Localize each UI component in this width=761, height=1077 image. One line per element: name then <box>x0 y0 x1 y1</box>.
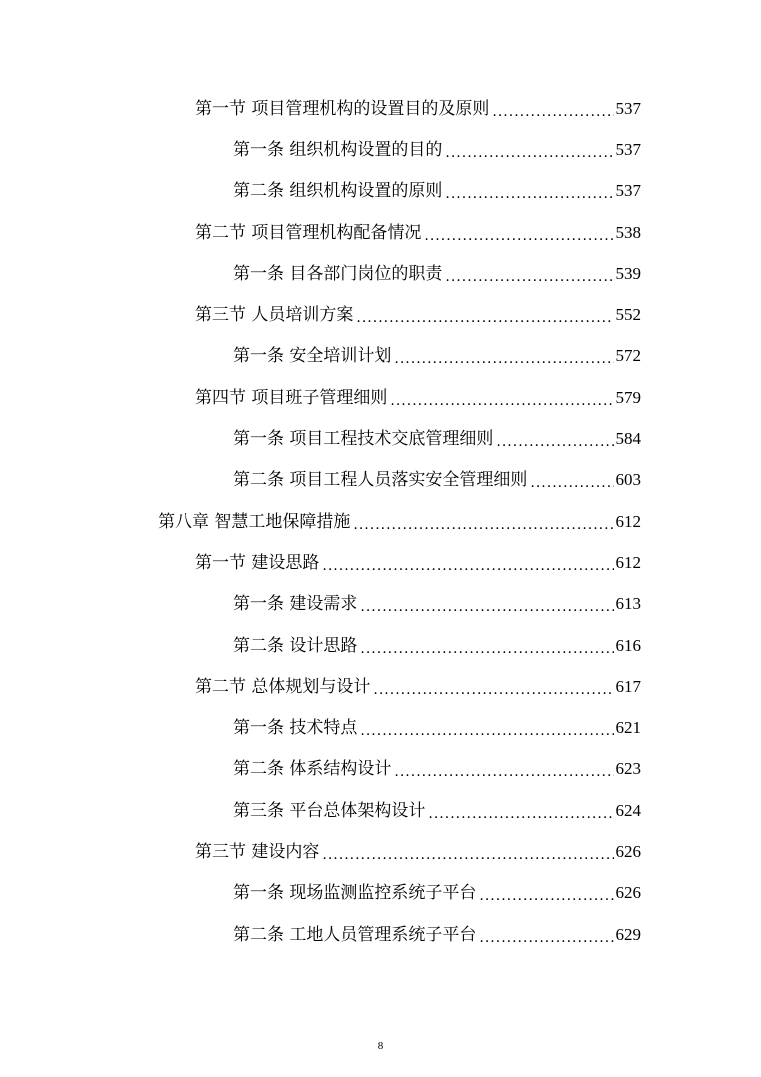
toc-entry-title: 第三节 人员培训方案 <box>195 305 354 326</box>
toc-entry-title: 第一条 目各部门岗位的职责 <box>233 263 443 284</box>
toc-entry-title: 第一条 组织机构设置的目的 <box>233 139 443 160</box>
toc-entry-title: 第二节 总体规划与设计 <box>195 676 371 697</box>
toc-entry-title: 第一节 建设思路 <box>195 552 320 573</box>
toc-entry-title: 第四节 项目班子管理细则 <box>195 387 388 408</box>
dot-leader <box>360 639 613 659</box>
dot-leader <box>360 597 613 617</box>
toc-entry[interactable] <box>0 460 761 501</box>
toc-entry[interactable] <box>0 501 761 542</box>
dot-leader <box>492 102 613 122</box>
toc-entry[interactable] <box>0 253 761 294</box>
toc-entry-title: 第二条 组织机构设置的原则 <box>233 181 443 202</box>
toc-entry-page: 612 <box>615 552 641 572</box>
toc-entry[interactable] <box>0 831 761 872</box>
toc-entry-title: 第二节 项目管理机构配备情况 <box>195 222 422 243</box>
dot-leader <box>445 267 613 287</box>
toc-entry[interactable] <box>0 418 761 459</box>
toc-entry[interactable] <box>0 666 761 707</box>
page-number: 8 <box>377 1040 384 1052</box>
dot-leader <box>479 886 613 906</box>
toc-entry-page: 537 <box>615 98 641 118</box>
dot-leader <box>530 473 613 493</box>
toc-entry-page: 629 <box>615 924 641 944</box>
toc-entry-page: 613 <box>615 594 641 614</box>
toc-entry-page: 572 <box>615 346 641 366</box>
toc-entry-page: 537 <box>615 181 641 201</box>
toc-entry-page: 603 <box>615 470 641 490</box>
toc-entry-page: 616 <box>615 635 641 655</box>
dot-leader <box>353 515 613 535</box>
toc-entry-title: 第一条 现场监测监控系统子平台 <box>233 883 477 904</box>
toc-entry[interactable] <box>0 542 761 583</box>
toc-entry-page: 624 <box>615 800 641 820</box>
toc-entry[interactable] <box>0 88 761 129</box>
toc-entry-page: 617 <box>615 676 641 696</box>
dot-leader <box>360 721 613 741</box>
toc-entry[interactable] <box>0 707 761 748</box>
dot-leader <box>445 143 613 163</box>
toc-entry-title: 第八章 智慧工地保障措施 <box>158 511 351 532</box>
table-of-contents <box>0 88 761 955</box>
toc-entry-title: 第二条 设计思路 <box>233 635 358 656</box>
toc-entry[interactable] <box>0 625 761 666</box>
toc-entry[interactable] <box>0 171 761 212</box>
toc-entry-page: 626 <box>615 883 641 903</box>
dot-leader <box>373 680 613 700</box>
toc-entry-title: 第一条 建设需求 <box>233 594 358 615</box>
toc-entry-page: 621 <box>615 718 641 738</box>
toc-entry-page: 539 <box>615 263 641 283</box>
toc-entry[interactable] <box>0 790 761 831</box>
toc-entry-page: 537 <box>615 139 641 159</box>
dot-leader <box>394 762 613 782</box>
toc-entry[interactable] <box>0 294 761 335</box>
toc-entry-page: 538 <box>615 222 641 242</box>
toc-entry-title: 第三条 平台总体架构设计 <box>233 800 426 821</box>
toc-entry[interactable] <box>0 749 761 790</box>
toc-entry-page: 612 <box>615 511 641 531</box>
dot-leader <box>394 349 613 369</box>
toc-entry[interactable] <box>0 212 761 253</box>
toc-entry-title: 第二条 体系结构设计 <box>233 759 392 780</box>
toc-entry-title: 第二条 工地人员管理系统子平台 <box>233 924 477 945</box>
dot-leader <box>496 432 613 452</box>
toc-entry-page: 623 <box>615 759 641 779</box>
toc-entry-page: 584 <box>615 429 641 449</box>
toc-entry[interactable] <box>0 914 761 955</box>
toc-entry[interactable] <box>0 873 761 914</box>
toc-entry[interactable] <box>0 336 761 377</box>
dot-leader <box>424 226 613 246</box>
toc-entry[interactable] <box>0 129 761 170</box>
dot-leader <box>479 928 613 948</box>
toc-entry-title: 第一条 安全培训计划 <box>233 346 392 367</box>
toc-entry-page: 579 <box>615 387 641 407</box>
toc-entry[interactable] <box>0 377 761 418</box>
dot-leader <box>322 845 613 865</box>
toc-entry-page: 552 <box>615 305 641 325</box>
dot-leader <box>390 391 613 411</box>
toc-entry-title: 第一节 项目管理机构的设置目的及原则 <box>195 98 490 119</box>
toc-entry-title: 第一条 技术特点 <box>233 718 358 739</box>
toc-entry-title: 第二条 项目工程人员落实安全管理细则 <box>233 470 528 491</box>
toc-entry-title: 第一条 项目工程技术交底管理细则 <box>233 429 494 450</box>
dot-leader <box>356 308 613 328</box>
toc-entry[interactable] <box>0 584 761 625</box>
dot-leader <box>322 556 613 576</box>
toc-entry-page: 626 <box>615 841 641 861</box>
toc-entry-title: 第三节 建设内容 <box>195 841 320 862</box>
dot-leader <box>445 184 613 204</box>
dot-leader <box>428 804 613 824</box>
